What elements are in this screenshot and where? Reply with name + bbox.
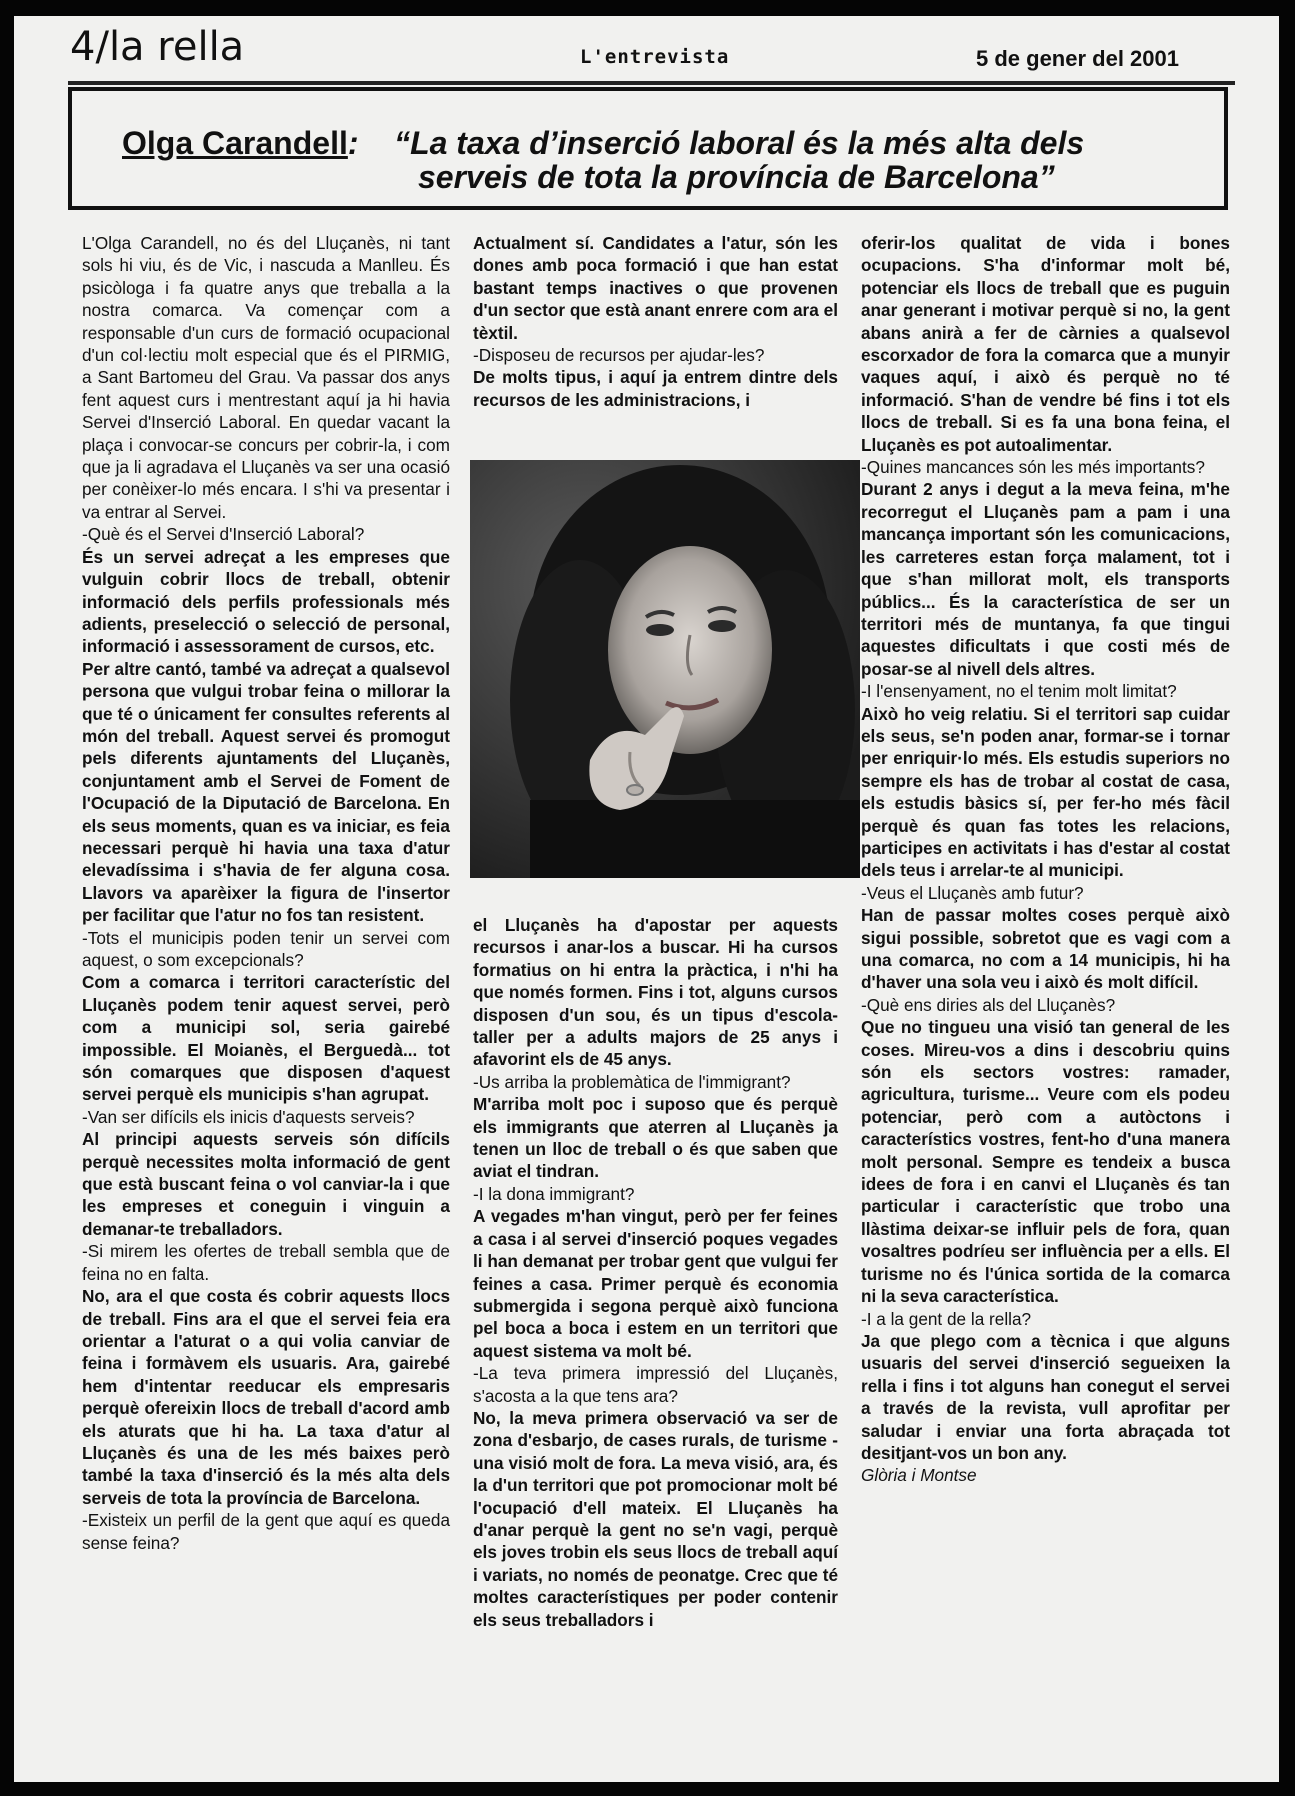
interview-answer: Per altre cantó, també va adreçat a qualsevol persona que vulgui trobar feina o millorar la que té o únicament fer consultes referents al món del treball. Aquest servei és promogut pels diferents ajuntaments del Lluçanès, conjuntament amb el Servei de Foment de l'Ocupació de la Diputació de Barcelona. En els seus moments, quan es va iniciar, es feia necessari perquè hi havia una taxa d'atur elevadíssima i s'havia de fer alguna cosa. Llavors va aparèixer la figura de l'insertor per facilitar que l'atur no fos tan resistent.: [82, 658, 450, 926]
interview-answer: Actualment sí. Candidates a l'atur, són les dones amb poca formació i que han estat bastant temps inactives o que provenen d'un sector que està anant enrere com ara el tèxtil.: [473, 233, 838, 343]
interview-question: -Veus el Lluçanès amb futur?: [861, 882, 1084, 903]
interview-answer: Han de passar moltes coses perquè això sigui possible, sobretot que es vagi com a una comarca, no com a 14 municipis, hi ha d'haver una sola veu i això és molt difícil.: [861, 905, 1230, 993]
interview-question: -Disposeu de recursos per ajudar-les?: [473, 345, 765, 366]
interview-answer: No, ara el que costa és cobrir aquests llocs de treball. Fins ara el que el servei feia era orientar a l'aturat o a qui volia canviar de feina i formàvem els usuaris. Ara, gairebé hem d'intentar reeducar els empresaris perquè ofereixin llocs de treball d'acord amb els aturats que hi ha. La taxa d'atur al Lluçanès és una de les més baixes però també la taxa d'inserció és la més alta dels serveis de tota la província de Barcelona.: [82, 1286, 450, 1508]
interview-question: -Què ens diries als del Lluçanès?: [861, 994, 1116, 1015]
publication-name: la rella: [108, 24, 245, 70]
interview-answer: Ja que plego com a tècnica i que alguns usuaris del servei d'inserció segueixen la rella i fins i tot alguns han conegut el servei a través de la revista, vull aprofitar per saludar i enviar una forta abraçada tot desitjant-vos un bon any.: [861, 1330, 1230, 1463]
interview-question: -Existeix un perfil de la gent que aquí es queda sense feina?: [82, 1510, 450, 1553]
interview-question: -I la dona immigrant?: [473, 1183, 635, 1204]
interview-answer: No, la meva primera observació va ser de zona d'esbarjo, de cases rurals, de turisme -una visió molt de fora. La meva visió, ara, és la d'un territori que pot promocionar molt bé l'ocupació d'ell mateix. El Lluçanès ha d'anar perquè la gent no se'n vagi, perquè els joves trobin els seus llocs de treball aquí i variats, no només de peonatge. Crec que té moltes característiques per poder contenir els seus treballadors i: [473, 1407, 838, 1630]
article-column-3: [861, 232, 1230, 1487]
masthead: [70, 24, 244, 70]
interview-answer: Això ho veig relatiu. Si el territori sap cuidar els seus, se'n poden anar, formar-se i tornar per enriquir·lo més. Els estudis superiors no sempre els has de trobar al costat de casa, els estudis bàsics sí, per fer-ho més fàcil perquè és quan fas totes les relacions, participes en activitats i has d'estar al costat dels teus i arrelar-te al municipi.: [861, 703, 1230, 881]
interview-answer: A vegades m'han vingut, però per fer feines a casa i al servei d'inserció poques vegades li han demanat per trobar gent que vulgui fer feines a casa. Primer perquè és economia submergida i segona perquè això funciona pel boca a boca i estem en un territori que aquest sistema va molt bé.: [473, 1206, 838, 1361]
newspaper-page: [14, 16, 1279, 1782]
headline-quote-2: serveis de tota la província de Barcelona”: [418, 159, 1055, 195]
page-number: 4/: [70, 24, 109, 70]
interview-question: -Si mirem les ofertes de treball sembla que de feina no en falta.: [82, 1241, 450, 1284]
interview-answer: Com a comarca i territori característic del Lluçanès podem tenir aquest servei, però com a municipi sol, seria gairebé impossible. El Moianès, el Berguedà... tot són comarques que disposen d'aquest servei perquè els municipis s'han agrupat.: [82, 972, 450, 1105]
interview-question: -La teva primera impressió del Lluçanès, s'acosta a la que tens ara?: [473, 1363, 838, 1406]
interview-answer: el Lluçanès ha d'apostar per aquests recursos i anar-los a buscar. Hi ha cursos formatius on hi entra la pràctica, i n'hi ha que només formen. Fins i tot, alguns cursos disposen d'un sou, és un tipus d'escola-taller per a adults majors de 25 anys i afavorint els de 45 anys.: [473, 915, 838, 1070]
article-column-2-top: [473, 232, 838, 411]
interview-answer: És un servei adreçat a les empreses que vulguin cobrir llocs de treball, obtenir informació dels perfils professionals més adients, preselecció o selecció de personal, informació i assessorament de cursos, etc.: [82, 546, 450, 657]
interview-question: -Tots el municipis poden tenir un servei com aquest, o som excepcionals?: [82, 927, 450, 970]
section-title: L'entrevista: [580, 46, 730, 68]
headline-colon: :: [347, 125, 359, 161]
interview-question: -I a la gent de la rella?: [861, 1308, 1032, 1329]
interview-answer: Que no tingueu una visió tan general de les coses. Mireu-vos a dins i descobriu quins són els sectors vostres: ramader, agricultura, turisme... Veure com els podeu potenciar, però com a autòctons i característics vostres, fent-ho d'una manera molt personal. Sempre es tendeix a busca idees de fora i en canvi el Lluçanès és tan particular i característic que trobo una llàstima deixar-se influir pels de fora, quan vosaltres podríeu ser influència per a ells. El turisme no és l'única sortida de la comarca ni la seva característica.: [861, 1017, 1230, 1307]
article-column-1: [82, 232, 450, 1554]
interview-question: -Us arriba la problemàtica de l'immigrant?: [473, 1071, 791, 1092]
interview-answer: Al principi aquests serveis són difícils perquè necessites molta informació de gent que està buscant feina o vol canviar-la i que les empreses et coneguin i vinguin a demanar-te treballadors.: [82, 1129, 450, 1239]
headline-box: [68, 87, 1228, 210]
page-header: [14, 16, 1279, 82]
interview-question: -I l'ensenyament, no el tenim molt limitat?: [861, 681, 1177, 702]
interview-answer: De molts tipus, i aquí ja entrem dintre dels recursos de les administracions, i: [473, 367, 838, 410]
interview-answer: M'arriba molt poc i suposo que és perquè els immigrants que aterren al Lluçanès ja tenen un lloc de treball o és que saben que aviat el tindran.: [473, 1094, 838, 1182]
interviewee-name: Olga Carandell: [122, 125, 348, 161]
portrait-photo: [470, 460, 860, 878]
issue-date: 5 de gener del 2001: [976, 46, 1179, 71]
portrait-photo-icon: [470, 460, 860, 878]
interview-question: -Van ser difícils els inicis d'aquests serveis?: [82, 1106, 415, 1127]
interview-answer: oferir-los qualitat de vida i bones ocupacions. S'ha d'informar molt bé, potenciar els llocs de treball que es puguin anar generant i motivar perquè si no, la gent abans anirà a fer de càrnies a qualsevol escorxador de fora la comarca que a munyir vaques aquí, i això és perquè no té informació. S'han de vendre bé fins i tot els llocs de treball. Si es fa una bona feina, el Lluçanès es pot autoalimentar.: [861, 233, 1230, 455]
interview-question: -Quines mancances són les més importants?: [861, 457, 1205, 478]
header-rule: [68, 81, 1235, 85]
author-signature: Glòria i Montse: [861, 1465, 977, 1486]
article-column-2-bottom: [473, 914, 838, 1631]
intro-paragraph: L'Olga Carandell, no és del Lluçanès, ni tant sols hi viu, és de Vic, i nascuda a Manlleu. És psicòloga i fa quatre anys que treballa a la nostra comarca. Va començar com a responsable d'un curs de formació ocupacional d'un col·lectiu molt especial que és el PIRMIG, a Sant Bartomeu del Grau. Va passar dos anys fent aquest curs i mentrestant aquí ja hi havia Servei d'Inserció Laboral. En quedar vacant la plaça i convocar-se concurs per cobrir-la, i com que ja li agradava el Lluçanès va ser una ocasió per conèixer-lo més encara. I s'hi va presentar i va entrar al Servei.: [82, 233, 450, 522]
headline-quote-1: “La taxa d’inserció laboral és la més alta dels: [394, 125, 1085, 161]
interview-answer: Durant 2 anys i degut a la meva feina, m'he recorregut el Lluçanès pam a pam i una mancança important són les comunicacions, les carreteres estan força malament, tot i que s'han millorat molt, els transports públics... És la característica de ser un territori més de muntanya, fa que tingui aquestes dificultats i que costi més de posar-se al nivell dels altres.: [861, 479, 1230, 679]
headline-line-1: [122, 125, 1084, 162]
interview-question: -Què és el Servei d'Inserció Laboral?: [82, 524, 365, 545]
